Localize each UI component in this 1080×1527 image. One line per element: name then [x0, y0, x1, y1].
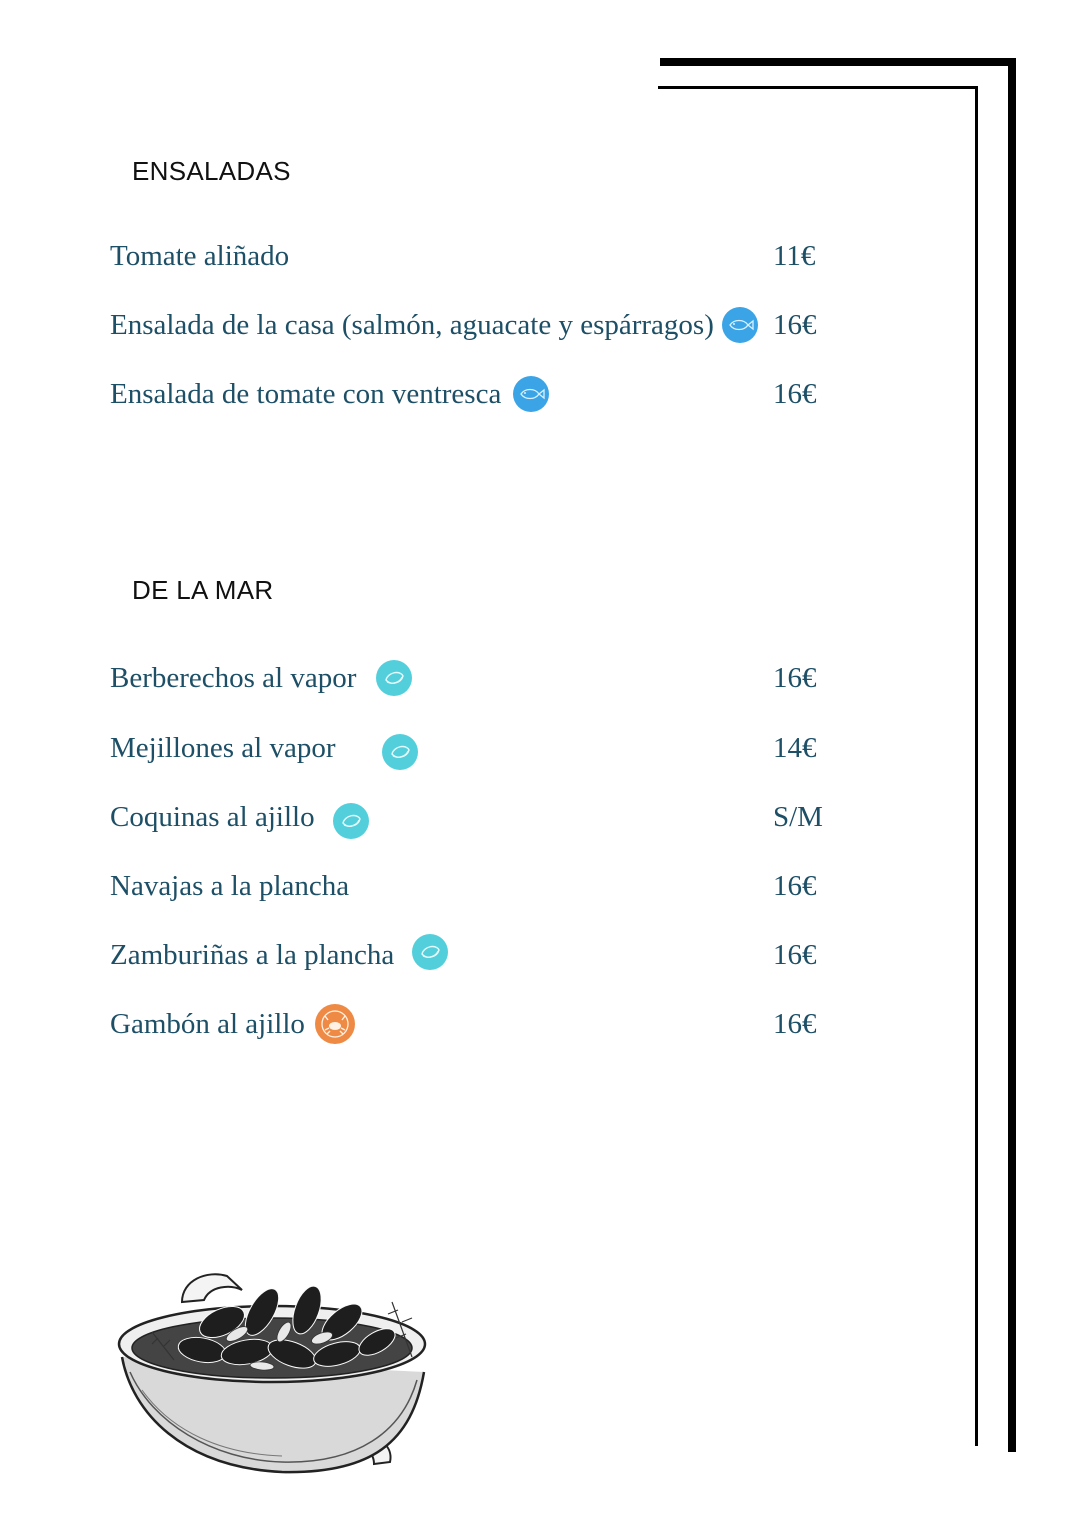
menu-item-coquinas [110, 795, 369, 839]
menu-item-navajas [110, 864, 349, 908]
menu-item-gambon [110, 1002, 355, 1046]
shellfish-icon [412, 934, 448, 970]
menu-item-berberechos [110, 656, 412, 700]
menu-item-price: 11€ [773, 239, 816, 272]
frame-top-outer-line [660, 58, 1016, 66]
menu-item-price: 14€ [773, 731, 817, 764]
frame-top-inner-line [658, 86, 978, 89]
menu-item-ensalada-casa [110, 303, 758, 347]
menu-item-name: Berberechos al vapor [110, 661, 357, 694]
menu-item-name: Ensalada de tomate con ventresca [110, 377, 502, 410]
section-title-ensaladas: ENSALADAS [132, 156, 291, 186]
menu-item-price: 16€ [773, 1007, 817, 1040]
menu-item-price: S/M [773, 800, 823, 833]
menu-item-name: Mejillones al vapor [110, 731, 336, 764]
menu-item-price: 16€ [773, 661, 817, 694]
frame-right-inner-line [975, 86, 978, 1446]
menu-item-mejillones [110, 726, 418, 770]
shellfish-icon [333, 803, 369, 839]
fish-icon [513, 376, 549, 412]
shellfish-icon [382, 734, 418, 770]
mussels-pan-illustration [112, 1262, 442, 1482]
menu-item-price: 16€ [773, 308, 817, 341]
menu-item-price: 16€ [773, 938, 817, 971]
menu-item-name: Tomate aliñado [110, 239, 290, 272]
frame-right-outer-line [1008, 58, 1016, 1452]
menu-item-name: Gambón al ajillo [110, 1007, 305, 1040]
menu-item-price: 16€ [773, 869, 817, 902]
menu-item-name: Zamburiñas a la plancha [110, 938, 395, 971]
menu-item-name: Navajas a la plancha [110, 869, 350, 902]
menu-item-tomate-alinado [110, 234, 289, 278]
section-title-de-la-mar: DE LA MAR [132, 575, 274, 605]
menu-item-name: Coquinas al ajillo [110, 800, 315, 833]
fish-icon [722, 307, 758, 343]
shellfish-icon [376, 660, 412, 696]
menu-item-name: Ensalada de la casa (salmón, aguacate y espárragos) [110, 308, 714, 341]
menu-item-zamburinas [110, 933, 448, 977]
menu-item-price: 16€ [773, 377, 817, 410]
crustacean-icon [315, 1004, 355, 1044]
menu-item-ensalada-ventresca [110, 372, 549, 416]
